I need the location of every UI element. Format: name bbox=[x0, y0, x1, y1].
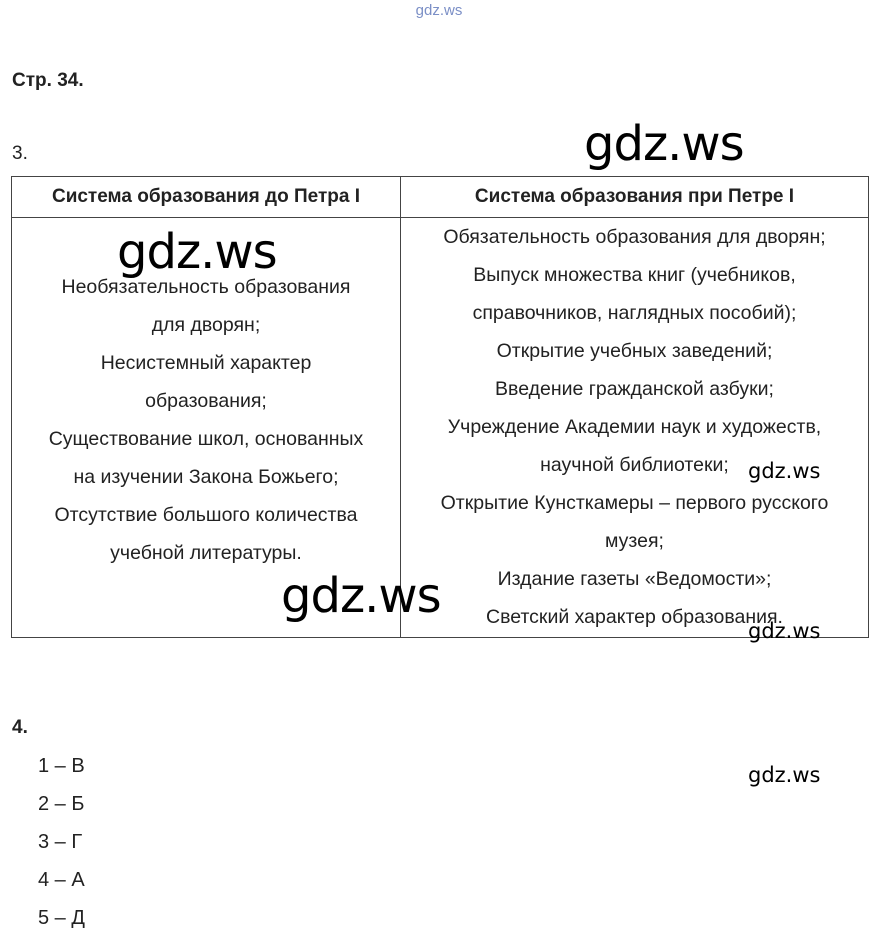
list-item: Выпуск множества книг (учебников, bbox=[473, 264, 796, 286]
watermark-small: gdz.ws bbox=[748, 763, 821, 787]
list-item: для дворян; bbox=[151, 314, 261, 336]
table-header-row bbox=[12, 177, 869, 218]
list-item: учебной литературы. bbox=[110, 542, 302, 564]
header-before-peter: Система образования до Петра I bbox=[12, 177, 401, 218]
watermark-big: gdz.ws bbox=[584, 116, 744, 172]
answer-item: 2 – Б bbox=[38, 793, 85, 815]
answer-list bbox=[38, 747, 85, 937]
list-item: Издание газеты «Ведомости»; bbox=[497, 568, 772, 590]
answer-item: 1 – В bbox=[38, 755, 85, 777]
answer-item: 5 – Д bbox=[38, 907, 85, 929]
list-item: Необязательность образования bbox=[61, 276, 351, 298]
list-item: Обязательность образования для дворян; bbox=[443, 226, 826, 248]
watermark-top: gdz.ws bbox=[415, 2, 463, 19]
list-item: музея; bbox=[605, 530, 664, 552]
page-label: Стр. 34. bbox=[12, 70, 84, 91]
watermark-small: gdz.ws bbox=[748, 459, 821, 483]
list-item: научной библиотеки; bbox=[540, 454, 729, 476]
watermark-big: gdz.ws bbox=[117, 224, 277, 280]
header-under-peter: Система образования при Петре I bbox=[401, 177, 869, 218]
list-under-peter bbox=[411, 218, 858, 636]
list-item: на изучении Закона Божьего; bbox=[73, 466, 339, 488]
task-3-number: 3. bbox=[12, 143, 28, 164]
list-item: Введение гражданской азбуки; bbox=[495, 378, 774, 400]
answer-item: 3 – Г bbox=[38, 831, 83, 853]
list-item: Несистемный характер bbox=[100, 352, 312, 374]
list-item: Отсутствие большого количества bbox=[54, 504, 358, 526]
cell-under-peter bbox=[401, 218, 869, 638]
list-item: Светский характер образования. bbox=[486, 606, 783, 628]
answer-item: 4 – А bbox=[38, 869, 85, 891]
list-item: справочников, наглядных пособий); bbox=[472, 302, 797, 324]
task-4-number: 4. bbox=[12, 717, 28, 738]
watermark-small: gdz.ws bbox=[748, 619, 821, 643]
list-item: Учреждение Академии наук и художеств, bbox=[447, 416, 822, 438]
list-item: Существование школ, основанных bbox=[48, 428, 364, 450]
list-item: Открытие учебных заведений; bbox=[496, 340, 773, 362]
list-item: Открытие Кунсткамеры – первого русского bbox=[440, 492, 829, 514]
list-item: образования; bbox=[145, 390, 267, 412]
watermark-big: gdz.ws bbox=[281, 568, 441, 624]
